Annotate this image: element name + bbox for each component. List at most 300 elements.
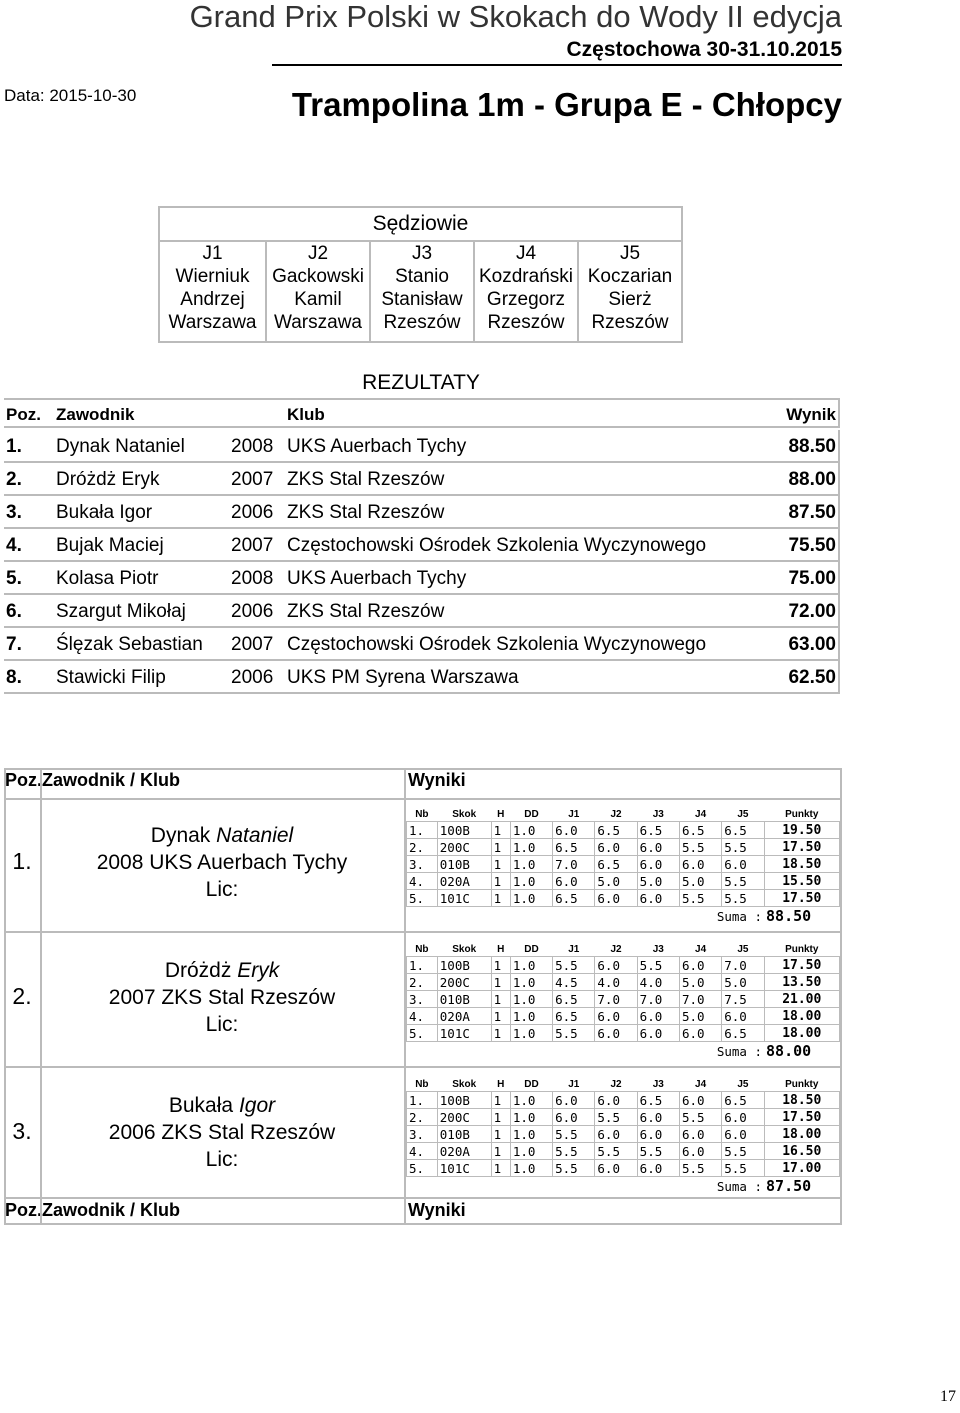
dive-cell: 6.5 bbox=[637, 822, 679, 839]
dives-header-cell: J5 bbox=[737, 808, 749, 820]
judge-surname: Wierniuk bbox=[175, 266, 250, 287]
dive-row bbox=[407, 1160, 840, 1177]
dives-header-cell: J1 bbox=[568, 943, 580, 955]
dive-cell: 5. bbox=[407, 1025, 438, 1042]
judge-first: Kamil bbox=[294, 289, 342, 310]
result-position: 4. bbox=[6, 535, 22, 556]
result-year: 2007 bbox=[231, 469, 274, 490]
dives-header-row bbox=[407, 1077, 840, 1092]
dive-cell: 4.0 bbox=[637, 974, 679, 991]
dive-points: 17.50 bbox=[764, 839, 839, 856]
judge-city: Rzeszów bbox=[487, 312, 565, 333]
dive-cell: 5.5 bbox=[679, 1109, 721, 1126]
dive-cell: 5.5 bbox=[679, 890, 721, 907]
result-score: 87.50 bbox=[788, 502, 836, 523]
detail-athlete bbox=[40, 957, 404, 1038]
dive-cell: 2. bbox=[407, 1109, 438, 1126]
judge-code: J4 bbox=[515, 243, 537, 264]
details-header-results: Wyniki bbox=[408, 770, 466, 790]
dive-cell: 6.5 bbox=[595, 856, 637, 873]
dive-cell: 5.5 bbox=[722, 1143, 764, 1160]
dive-cell: 6.5 bbox=[553, 991, 595, 1008]
dive-row bbox=[407, 856, 840, 873]
judge-column bbox=[369, 242, 473, 343]
competition-date: Data: 2015-10-30 bbox=[4, 86, 137, 105]
result-year: 2006 bbox=[231, 667, 274, 688]
judge-surname: Kozdrański bbox=[479, 266, 573, 287]
dive-cell: 7.0 bbox=[722, 957, 764, 974]
results-header-row bbox=[4, 398, 840, 428]
result-score: 88.00 bbox=[788, 469, 836, 490]
result-score: 63.00 bbox=[788, 634, 836, 655]
result-score: 88.50 bbox=[788, 436, 836, 457]
dive-cell: 6.0 bbox=[595, 839, 637, 856]
dive-cell: 020A bbox=[437, 1143, 491, 1160]
judge-code: J3 bbox=[411, 243, 433, 264]
dive-cell: 6.0 bbox=[722, 1008, 764, 1025]
dive-cell: 5.5 bbox=[553, 1143, 595, 1160]
details-divider bbox=[4, 931, 842, 933]
detail-license: Lic: bbox=[205, 1148, 239, 1171]
result-year: 2007 bbox=[231, 634, 274, 655]
detail-license: Lic: bbox=[205, 1013, 239, 1036]
dive-cell: 1 bbox=[491, 1008, 510, 1025]
result-position: 7. bbox=[6, 634, 22, 655]
result-row bbox=[4, 661, 840, 694]
detail-athlete bbox=[40, 822, 404, 903]
dive-cell: 6.0 bbox=[679, 1126, 721, 1143]
dive-row bbox=[407, 890, 840, 907]
dive-cell: 010B bbox=[437, 856, 491, 873]
dive-cell: 1 bbox=[491, 890, 510, 907]
detail-surname: Bukała bbox=[168, 1094, 234, 1117]
detail-club: 2007 ZKS Stal Rzeszów bbox=[108, 986, 336, 1009]
dive-cell: 5.5 bbox=[553, 1160, 595, 1177]
detail-club: 2008 UKS Auerbach Tychy bbox=[96, 851, 348, 874]
result-athlete: Dynak Nataniel bbox=[56, 436, 185, 457]
result-athlete: Stawicki Filip bbox=[56, 667, 166, 688]
dive-cell: 6.0 bbox=[553, 1109, 595, 1126]
result-club: ZKS Stal Rzeszów bbox=[287, 469, 445, 490]
dive-cell: 7.5 bbox=[722, 991, 764, 1008]
dive-cell: 5.0 bbox=[722, 974, 764, 991]
dive-cell: 6.5 bbox=[679, 822, 721, 839]
result-position: 2. bbox=[6, 469, 22, 490]
dive-cell: 200C bbox=[437, 974, 491, 991]
result-club: Częstochowski Ośrodek Szkolenia Wyczynowego bbox=[287, 634, 707, 655]
detail-position: 3. bbox=[12, 1118, 32, 1144]
judge-column bbox=[160, 242, 265, 343]
dive-cell: 1. bbox=[407, 957, 438, 974]
dives-header-cell: DD bbox=[524, 808, 539, 820]
dive-cell: 200C bbox=[437, 1109, 491, 1126]
detail-position: 2. bbox=[12, 983, 32, 1009]
dive-cell: 020A bbox=[437, 1008, 491, 1025]
dives-header-cell: J2 bbox=[610, 943, 622, 955]
dives-header-cell: J1 bbox=[568, 808, 580, 820]
dive-cell: 1.0 bbox=[510, 1008, 552, 1025]
dives-header-cell: DD bbox=[524, 1078, 539, 1090]
dive-cell: 6.5 bbox=[553, 1008, 595, 1025]
dive-row bbox=[407, 839, 840, 856]
result-row bbox=[4, 628, 840, 661]
dive-cell: 5.0 bbox=[595, 873, 637, 890]
dive-cell: 6.0 bbox=[637, 890, 679, 907]
dive-cell: 1.0 bbox=[510, 991, 552, 1008]
dive-cell: 7.0 bbox=[679, 991, 721, 1008]
judge-city: Rzeszów bbox=[591, 312, 669, 333]
dive-cell: 2. bbox=[407, 974, 438, 991]
dive-cell: 6.0 bbox=[679, 1092, 721, 1109]
dive-points: 17.50 bbox=[764, 1109, 839, 1126]
dive-cell: 5.5 bbox=[679, 1160, 721, 1177]
dive-cell: 101C bbox=[437, 890, 491, 907]
dive-points: 13.50 bbox=[764, 974, 839, 991]
dive-cell: 4. bbox=[407, 873, 438, 890]
dive-points: 19.50 bbox=[764, 822, 839, 839]
dive-cell: 6.0 bbox=[722, 1109, 764, 1126]
result-row bbox=[4, 430, 840, 463]
detail-athlete bbox=[40, 1092, 404, 1173]
detail-position: 1. bbox=[12, 848, 32, 874]
dive-cell: 3. bbox=[407, 1126, 438, 1143]
dives-header-cell: Skok bbox=[452, 943, 477, 955]
dives-header-cell: H bbox=[497, 943, 505, 955]
result-year: 2008 bbox=[231, 568, 274, 589]
judge-city: Warszawa bbox=[168, 312, 257, 333]
result-club: UKS PM Syrena Warszawa bbox=[287, 667, 519, 688]
dives-header-cell: DD bbox=[524, 943, 539, 955]
dive-cell: 5.5 bbox=[553, 1126, 595, 1143]
dive-cell: 020A bbox=[437, 873, 491, 890]
dives-table bbox=[406, 1077, 840, 1195]
dive-cell: 6.0 bbox=[722, 1126, 764, 1143]
dive-cell: 1 bbox=[491, 957, 510, 974]
result-position: 3. bbox=[6, 502, 22, 523]
dive-row bbox=[407, 991, 840, 1008]
sum-row bbox=[407, 1042, 840, 1061]
dive-cell: 5.5 bbox=[722, 1160, 764, 1177]
header-athlete: Zawodnik bbox=[56, 405, 135, 424]
results-title: REZULTATY bbox=[362, 371, 480, 394]
dive-cell: 1 bbox=[491, 1143, 510, 1160]
judge-code: J5 bbox=[619, 243, 641, 264]
dive-cell: 5.0 bbox=[679, 873, 721, 890]
result-year: 2008 bbox=[231, 436, 274, 457]
detail-athlete-name bbox=[40, 1092, 404, 1119]
dive-cell: 6.0 bbox=[637, 1126, 679, 1143]
result-club: ZKS Stal Rzeszów bbox=[287, 601, 445, 622]
result-position: 5. bbox=[6, 568, 22, 589]
dive-cell: 1.0 bbox=[510, 822, 552, 839]
sum-row bbox=[407, 907, 840, 926]
dives-table bbox=[406, 807, 840, 925]
dive-cell: 6.0 bbox=[595, 1025, 637, 1042]
detail-firstname: Eryk bbox=[237, 959, 280, 982]
dive-cell: 5. bbox=[407, 890, 438, 907]
dive-cell: 3. bbox=[407, 991, 438, 1008]
result-club: UKS Auerbach Tychy bbox=[287, 436, 467, 457]
detail-athlete-name bbox=[40, 822, 404, 849]
dive-points: 17.00 bbox=[764, 1160, 839, 1177]
detail-firstname: Nataniel bbox=[216, 824, 294, 847]
dives-header-cell: J3 bbox=[652, 808, 664, 820]
dive-cell: 5.5 bbox=[637, 957, 679, 974]
result-athlete: Bujak Maciej bbox=[56, 535, 164, 556]
dive-cell: 100B bbox=[437, 1092, 491, 1109]
dive-cell: 6.0 bbox=[679, 957, 721, 974]
dive-cell: 010B bbox=[437, 1126, 491, 1143]
dive-cell: 1.0 bbox=[510, 1092, 552, 1109]
dive-row bbox=[407, 1092, 840, 1109]
dive-row bbox=[407, 1143, 840, 1160]
detail-club: 2006 ZKS Stal Rzeszów bbox=[108, 1121, 336, 1144]
dives-table bbox=[406, 942, 840, 1060]
dive-cell: 1 bbox=[491, 974, 510, 991]
dive-points: 18.00 bbox=[764, 1126, 839, 1143]
judge-code: J2 bbox=[307, 243, 329, 264]
dive-cell: 5.0 bbox=[679, 974, 721, 991]
dive-points: 17.50 bbox=[764, 890, 839, 907]
dive-cell: 1. bbox=[407, 1092, 438, 1109]
competition-title: Grand Prix Polski w Skokach do Wody II edycja bbox=[189, 0, 842, 34]
page-number: 17 bbox=[940, 1388, 956, 1405]
judge-surname: Gackowski bbox=[272, 266, 364, 287]
dive-cell: 6.5 bbox=[595, 822, 637, 839]
dives-header-cell: J2 bbox=[610, 808, 622, 820]
result-row bbox=[4, 496, 840, 529]
dive-cell: 1 bbox=[491, 1126, 510, 1143]
dive-cell: 5.5 bbox=[595, 1109, 637, 1126]
dive-cell: 2. bbox=[407, 839, 438, 856]
result-position: 8. bbox=[6, 667, 22, 688]
details-footer-results: Wyniki bbox=[408, 1200, 466, 1220]
judge-city: Rzeszów bbox=[383, 312, 461, 333]
dive-cell: 5.5 bbox=[722, 873, 764, 890]
dive-cell: 6.0 bbox=[553, 873, 595, 890]
dive-cell: 1.0 bbox=[510, 839, 552, 856]
dive-cell: 6.0 bbox=[637, 856, 679, 873]
result-athlete: Kolasa Piotr bbox=[56, 568, 159, 589]
dive-cell: 1.0 bbox=[510, 873, 552, 890]
header-club: Klub bbox=[287, 405, 325, 424]
dive-row bbox=[407, 1025, 840, 1042]
judge-column bbox=[265, 242, 369, 343]
dive-row bbox=[407, 957, 840, 974]
sum-label: Suma : bbox=[716, 908, 763, 924]
dive-cell: 1 bbox=[491, 1160, 510, 1177]
dives-header-cell: J4 bbox=[695, 943, 707, 955]
dive-cell: 6.0 bbox=[595, 1160, 637, 1177]
details-divider bbox=[4, 1197, 842, 1199]
dive-cell: 1.0 bbox=[510, 856, 552, 873]
dive-cell: 1 bbox=[491, 1025, 510, 1042]
dive-cell: 5. bbox=[407, 1160, 438, 1177]
sum-value: 88.50 bbox=[766, 907, 812, 925]
dives-header-cell: J3 bbox=[652, 1078, 664, 1090]
sum-label: Suma : bbox=[716, 1043, 763, 1059]
dive-cell: 6.0 bbox=[679, 856, 721, 873]
sum-value: 87.50 bbox=[766, 1177, 812, 1195]
judge-code: J1 bbox=[202, 243, 223, 264]
dive-cell: 5.0 bbox=[679, 1008, 721, 1025]
dive-cell: 5.5 bbox=[722, 890, 764, 907]
sum-value: 88.00 bbox=[766, 1042, 812, 1060]
judge-surname: Stanio bbox=[395, 266, 449, 287]
dive-cell: 1 bbox=[491, 1109, 510, 1126]
result-row bbox=[4, 463, 840, 496]
dives-header-cell: J4 bbox=[695, 808, 707, 820]
dive-cell: 6.0 bbox=[553, 822, 595, 839]
dive-row bbox=[407, 1109, 840, 1126]
dive-cell: 6.5 bbox=[553, 890, 595, 907]
judge-surname: Koczarian bbox=[587, 266, 673, 287]
dive-cell: 7.0 bbox=[553, 856, 595, 873]
details-divider bbox=[4, 1066, 842, 1068]
dives-header-cell: J5 bbox=[737, 943, 749, 955]
dives-header-cell: J1 bbox=[568, 1078, 580, 1090]
dive-row bbox=[407, 822, 840, 839]
dive-points: 18.00 bbox=[764, 1008, 839, 1025]
dive-cell: 5.5 bbox=[553, 1025, 595, 1042]
detail-surname: Dróżdż bbox=[164, 959, 232, 982]
dive-cell: 1.0 bbox=[510, 974, 552, 991]
result-athlete: Dróżdż Eryk bbox=[56, 469, 160, 490]
header-pos: Poz. bbox=[6, 405, 41, 424]
dive-cell: 1.0 bbox=[510, 957, 552, 974]
result-club: Częstochowski Ośrodek Szkolenia Wyczynowego bbox=[287, 535, 707, 556]
dives-header-cell: H bbox=[497, 808, 505, 820]
judge-first: Grzegorz bbox=[486, 289, 566, 310]
event-title: Trampolina 1m - Grupa E - Chłopcy bbox=[291, 86, 842, 123]
dive-cell: 6.0 bbox=[553, 1092, 595, 1109]
details-footer-athlete: Zawodnik / Klub bbox=[42, 1200, 180, 1220]
dive-cell: 5.5 bbox=[722, 839, 764, 856]
dive-cell: 6.0 bbox=[595, 1126, 637, 1143]
dive-cell: 6.0 bbox=[637, 1160, 679, 1177]
dives-header-cell: H bbox=[497, 1078, 505, 1090]
dives-header-cell: J4 bbox=[695, 1078, 707, 1090]
dive-row bbox=[407, 1126, 840, 1143]
dive-cell: 5.0 bbox=[637, 873, 679, 890]
dives-header-cell: Skok bbox=[452, 1078, 477, 1090]
dive-row bbox=[407, 974, 840, 991]
dive-cell: 4.5 bbox=[553, 974, 595, 991]
dives-header-cell: Punkty bbox=[785, 808, 819, 820]
dive-cell: 1 bbox=[491, 991, 510, 1008]
dive-cell: 6.0 bbox=[637, 1109, 679, 1126]
dives-header-row bbox=[407, 942, 840, 957]
dive-points: 16.50 bbox=[764, 1143, 839, 1160]
dive-points: 18.00 bbox=[764, 1025, 839, 1042]
dives-header-cell: Nb bbox=[415, 808, 429, 820]
detail-firstname: Igor bbox=[238, 1094, 276, 1117]
result-athlete: Bukała Igor bbox=[56, 502, 153, 523]
dive-cell: 6.0 bbox=[595, 1092, 637, 1109]
dive-cell: 200C bbox=[437, 839, 491, 856]
sum-label: Suma : bbox=[716, 1178, 763, 1194]
result-score: 75.00 bbox=[788, 568, 836, 589]
dive-cell: 6.0 bbox=[595, 1008, 637, 1025]
dive-cell: 4.0 bbox=[595, 974, 637, 991]
details-header-athlete: Zawodnik / Klub bbox=[42, 770, 180, 790]
dive-cell: 6.5 bbox=[722, 1025, 764, 1042]
dive-row bbox=[407, 1008, 840, 1025]
detail-athlete-name bbox=[40, 957, 404, 984]
dive-points: 17.50 bbox=[764, 957, 839, 974]
dive-cell: 1.0 bbox=[510, 890, 552, 907]
judge-first: Stanisław bbox=[381, 289, 463, 310]
details-divider bbox=[4, 798, 842, 800]
result-position: 1. bbox=[6, 436, 22, 457]
competition-subtitle: Częstochowa 30-31.10.2015 bbox=[566, 38, 842, 61]
judges-title: Sędziowie bbox=[372, 212, 469, 235]
dive-cell: 1 bbox=[491, 856, 510, 873]
dive-cell: 1 bbox=[491, 822, 510, 839]
details-header-pos: Poz. bbox=[5, 770, 43, 790]
dives-header-cell: Nb bbox=[415, 943, 429, 955]
result-year: 2006 bbox=[231, 502, 274, 523]
result-year: 2007 bbox=[231, 535, 274, 556]
result-row bbox=[4, 562, 840, 595]
header-divider bbox=[272, 64, 842, 66]
dive-cell: 7.0 bbox=[595, 991, 637, 1008]
dive-points: 18.50 bbox=[764, 856, 839, 873]
dive-cell: 4. bbox=[407, 1008, 438, 1025]
judge-column bbox=[473, 242, 577, 343]
dive-cell: 6.5 bbox=[637, 1092, 679, 1109]
header-result: Wynik bbox=[786, 405, 836, 424]
details-footer-pos: Poz. bbox=[5, 1200, 43, 1220]
dives-header-row bbox=[407, 807, 840, 822]
result-athlete: Ślęzak Sebastian bbox=[56, 634, 203, 655]
dive-cell: 7.0 bbox=[637, 991, 679, 1008]
result-row bbox=[4, 529, 840, 562]
dive-cell: 1 bbox=[491, 839, 510, 856]
detail-surname: Dynak bbox=[150, 824, 211, 847]
dive-cell: 1.0 bbox=[510, 1109, 552, 1126]
result-club: UKS Auerbach Tychy bbox=[287, 568, 467, 589]
dive-cell: 5.5 bbox=[679, 839, 721, 856]
dive-cell: 100B bbox=[437, 822, 491, 839]
dive-cell: 1.0 bbox=[510, 1126, 552, 1143]
result-score: 75.50 bbox=[788, 535, 836, 556]
dive-cell: 6.5 bbox=[722, 822, 764, 839]
result-position: 6. bbox=[6, 601, 22, 622]
dive-points: 15.50 bbox=[764, 873, 839, 890]
dives-header-cell: Nb bbox=[415, 1078, 429, 1090]
dive-cell: 6.0 bbox=[595, 957, 637, 974]
dive-cell: 6.0 bbox=[679, 1025, 721, 1042]
result-year: 2006 bbox=[231, 601, 274, 622]
judge-column bbox=[577, 242, 681, 343]
dive-cell: 5.5 bbox=[637, 1143, 679, 1160]
dive-cell: 1 bbox=[491, 873, 510, 890]
dives-header-cell: J3 bbox=[652, 943, 664, 955]
dive-cell: 1.0 bbox=[510, 1143, 552, 1160]
dive-cell: 4. bbox=[407, 1143, 438, 1160]
judge-first: Andrzej bbox=[180, 289, 245, 310]
dives-header-cell: Punkty bbox=[785, 1078, 819, 1090]
dive-cell: 1.0 bbox=[510, 1160, 552, 1177]
dive-cell: 6.0 bbox=[637, 1025, 679, 1042]
dive-cell: 6.0 bbox=[595, 890, 637, 907]
dive-cell: 101C bbox=[437, 1160, 491, 1177]
dive-cell: 101C bbox=[437, 1025, 491, 1042]
detail-license: Lic: bbox=[205, 878, 239, 901]
dive-cell: 6.5 bbox=[722, 1092, 764, 1109]
dives-header-cell: J2 bbox=[610, 1078, 622, 1090]
